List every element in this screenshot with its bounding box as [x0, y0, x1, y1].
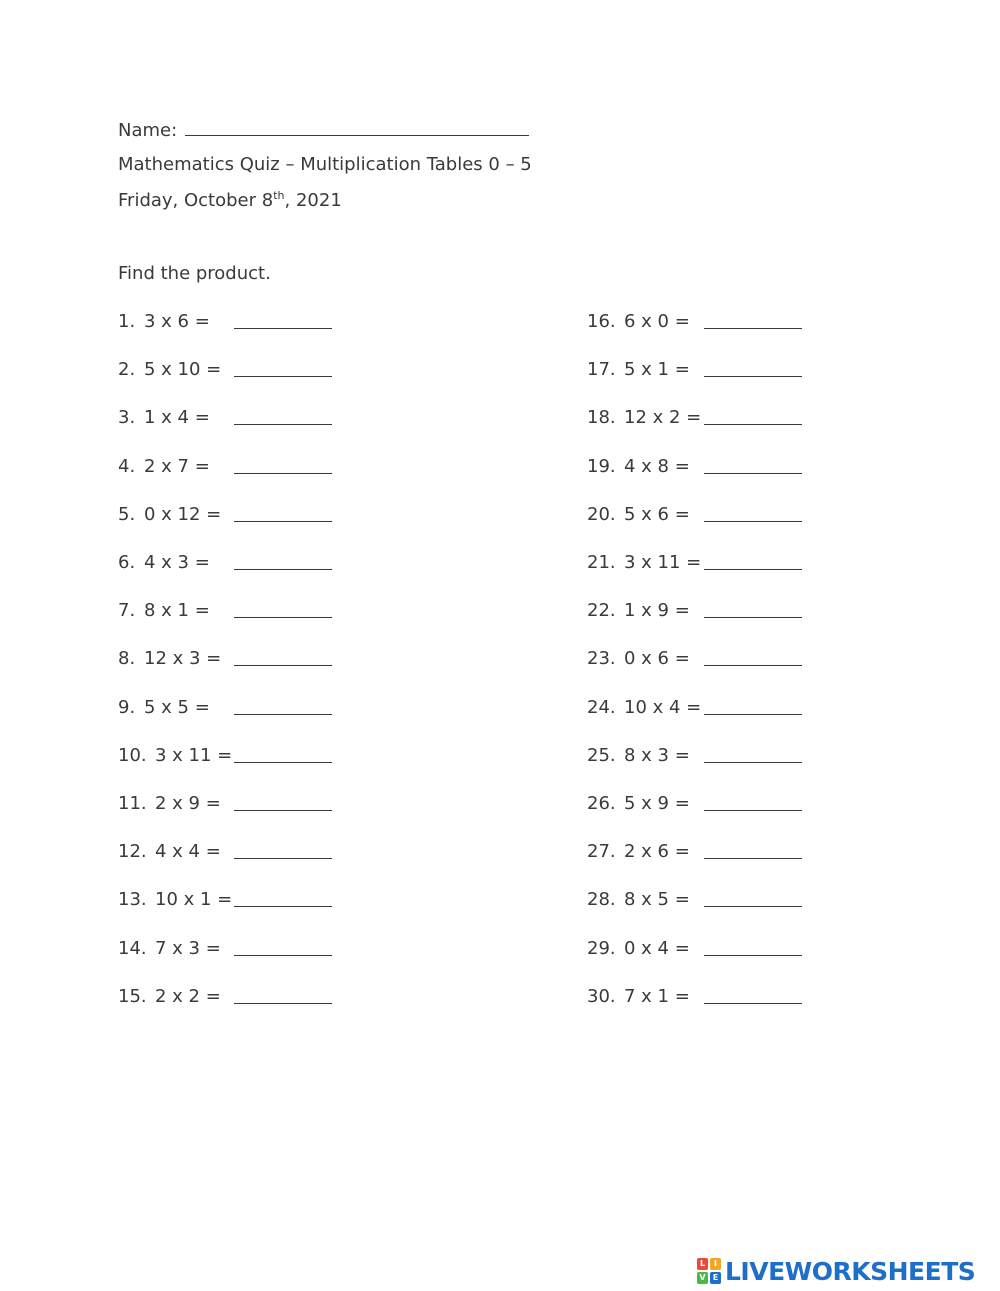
problem-expression: 4 x 3 =	[144, 552, 210, 573]
answer-blank[interactable]	[234, 358, 332, 377]
answer-blank[interactable]	[234, 551, 332, 570]
problem-expression: 3 x 11 =	[624, 552, 702, 573]
answer-blank[interactable]	[704, 551, 802, 570]
logo-tile-v: V	[697, 1272, 708, 1284]
problem-expression: 2 x 7 =	[144, 456, 210, 477]
problem-expression: 2 x 6 =	[624, 841, 690, 862]
problem-number: 26.	[587, 793, 616, 814]
problem-expression: 0 x 6 =	[624, 648, 690, 669]
liveworksheets-logo-icon	[697, 1258, 721, 1284]
problem-number: 1.	[118, 311, 136, 332]
answer-blank[interactable]	[704, 503, 802, 522]
problem-expression: 12 x 3 =	[144, 648, 222, 669]
problem-number: 13.	[118, 889, 147, 910]
problem-number: 5.	[118, 504, 136, 525]
liveworksheets-logo	[697, 1256, 975, 1286]
problem-expression: 5 x 9 =	[624, 793, 690, 814]
problem-number: 9.	[118, 697, 136, 718]
problem-expression: 6 x 0 =	[624, 311, 690, 332]
logo-tile-l: L	[697, 1258, 708, 1270]
date-year: , 2021	[284, 190, 342, 211]
problem-number: 12.	[118, 841, 147, 862]
problem-expression: 10 x 4 =	[624, 697, 702, 718]
problem-expression: 3 x 6 =	[144, 311, 210, 332]
answer-blank[interactable]	[234, 696, 332, 715]
problem-expression: 3 x 11 =	[155, 745, 233, 766]
problem-number: 24.	[587, 697, 616, 718]
problem-number: 30.	[587, 986, 616, 1007]
answer-blank[interactable]	[234, 985, 332, 1004]
answer-blank[interactable]	[234, 406, 332, 425]
problem-expression: 0 x 4 =	[624, 938, 690, 959]
answer-blank[interactable]	[234, 455, 332, 474]
answer-blank[interactable]	[704, 599, 802, 618]
answer-blank[interactable]	[234, 310, 332, 329]
answer-blank[interactable]	[704, 937, 802, 956]
answer-blank[interactable]	[234, 792, 332, 811]
problem-number: 15.	[118, 986, 147, 1007]
problem-expression: 5 x 6 =	[624, 504, 690, 525]
problem-expression: 1 x 4 =	[144, 407, 210, 428]
answer-blank[interactable]	[704, 792, 802, 811]
problem-number: 14.	[118, 938, 147, 959]
logo-tile-e: E	[710, 1272, 721, 1284]
quiz-title: Mathematics Quiz – Multiplication Tables 0 – 5	[118, 154, 532, 175]
answer-blank[interactable]	[234, 599, 332, 618]
problem-number: 28.	[587, 889, 616, 910]
name-line	[118, 117, 529, 143]
problem-number: 11.	[118, 793, 147, 814]
problem-expression: 2 x 9 =	[155, 793, 221, 814]
answer-blank[interactable]	[704, 406, 802, 425]
name-label: Name:	[118, 120, 178, 141]
answer-blank[interactable]	[704, 744, 802, 763]
logo-tile-i: I	[710, 1258, 721, 1270]
problem-expression: 8 x 5 =	[624, 889, 690, 910]
problem-expression: 4 x 8 =	[624, 456, 690, 477]
problem-number: 18.	[587, 407, 616, 428]
answer-blank[interactable]	[234, 840, 332, 859]
answer-blank[interactable]	[704, 985, 802, 1004]
answer-blank[interactable]	[704, 888, 802, 907]
problem-expression: 5 x 10 =	[144, 359, 222, 380]
problem-number: 6.	[118, 552, 136, 573]
problem-number: 21.	[587, 552, 616, 573]
problem-expression: 5 x 1 =	[624, 359, 690, 380]
answer-blank[interactable]	[704, 647, 802, 666]
problem-expression: 0 x 12 =	[144, 504, 222, 525]
problem-number: 23.	[587, 648, 616, 669]
answer-blank[interactable]	[704, 310, 802, 329]
problem-number: 10.	[118, 745, 147, 766]
problem-expression: 2 x 2 =	[155, 986, 221, 1007]
problem-number: 27.	[587, 841, 616, 862]
problem-expression: 7 x 1 =	[624, 986, 690, 1007]
problem-expression: 1 x 9 =	[624, 600, 690, 621]
problem-expression: 12 x 2 =	[624, 407, 702, 428]
problem-expression: 7 x 3 =	[155, 938, 221, 959]
name-input-blank[interactable]	[185, 117, 529, 136]
problem-expression: 4 x 4 =	[155, 841, 221, 862]
answer-blank[interactable]	[704, 358, 802, 377]
instruction-text: Find the product.	[118, 263, 271, 284]
problem-number: 4.	[118, 456, 136, 477]
problem-number: 20.	[587, 504, 616, 525]
problem-expression: 8 x 1 =	[144, 600, 210, 621]
answer-blank[interactable]	[234, 503, 332, 522]
answer-blank[interactable]	[234, 937, 332, 956]
problem-number: 2.	[118, 359, 136, 380]
problem-number: 19.	[587, 456, 616, 477]
answer-blank[interactable]	[234, 744, 332, 763]
answer-blank[interactable]	[234, 888, 332, 907]
problem-number: 3.	[118, 407, 136, 428]
problem-expression: 10 x 1 =	[155, 889, 233, 910]
problem-expression: 8 x 3 =	[624, 745, 690, 766]
problem-number: 7.	[118, 600, 136, 621]
problem-number: 8.	[118, 648, 136, 669]
quiz-date	[118, 189, 342, 213]
problem-number: 25.	[587, 745, 616, 766]
logo-text: LIVEWORKSHEETS	[725, 1256, 976, 1286]
date-ordinal-suffix: th	[273, 189, 285, 202]
problem-number: 22.	[587, 600, 616, 621]
answer-blank[interactable]	[704, 455, 802, 474]
answer-blank[interactable]	[704, 696, 802, 715]
problem-number: 16.	[587, 311, 616, 332]
date-prefix: Friday, October 8	[118, 190, 274, 211]
answer-blank[interactable]	[234, 647, 332, 666]
answer-blank[interactable]	[704, 840, 802, 859]
problem-number: 29.	[587, 938, 616, 959]
problem-number: 17.	[587, 359, 616, 380]
problem-expression: 5 x 5 =	[144, 697, 210, 718]
